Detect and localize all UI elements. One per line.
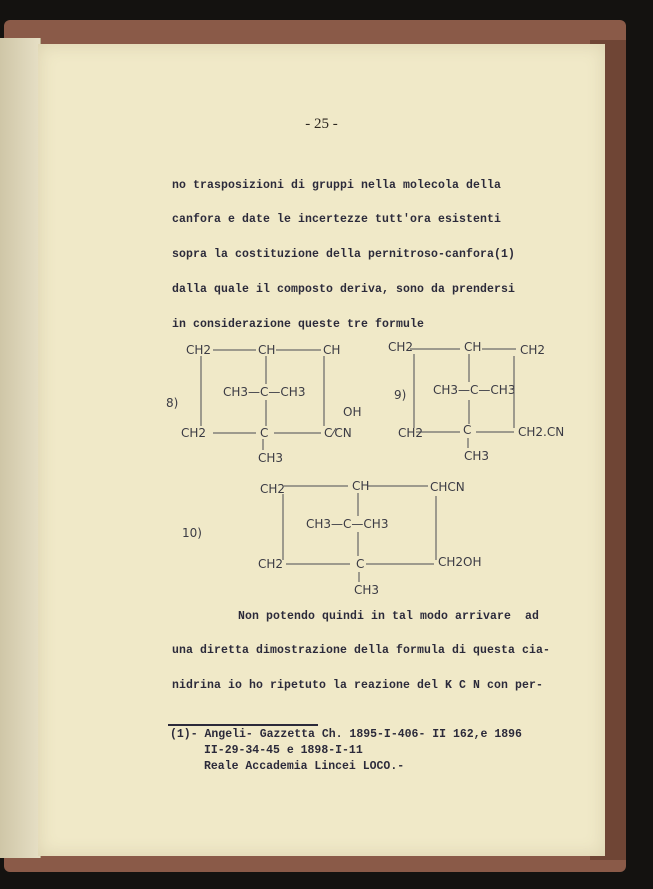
formula-label: 8) — [166, 396, 179, 410]
body-line: Non potendo quindi in tal modo arrivare ad — [238, 610, 540, 623]
group-ch2-top-right: CH2 — [520, 343, 546, 357]
left-page-edge — [0, 38, 41, 858]
group-ch2-top: CH2 — [186, 343, 212, 357]
footnote-line: (1)- Angeli- Gazzetta Ch. 1895-I-406- II 162,e 1896 — [170, 728, 522, 741]
structural-formulas — [38, 44, 605, 644]
group-c-bottom: C — [356, 557, 365, 571]
formula-label: 9) — [394, 388, 407, 402]
group-chcn: CHCN — [430, 480, 465, 494]
group-oh: OH — [343, 405, 362, 419]
group-methyl-bridge: CH3—C—CH3 — [433, 383, 516, 397]
formula-label: 10) — [182, 526, 202, 540]
body-line: sopra la costituzione della pernitroso-canfora(1) — [172, 248, 516, 261]
group-ch3-bottom: CH3 — [464, 449, 490, 463]
formula-8 — [166, 343, 361, 465]
group-c-cn: C⁄CN — [324, 426, 352, 440]
group-ch2-bottom: CH2 — [398, 426, 424, 440]
footnote-line: Reale Accademia Lincei LOCO.- — [204, 760, 405, 773]
formula-10 — [182, 479, 482, 597]
group-ch2-bottom: CH2 — [181, 426, 207, 440]
group-ch2-top: CH2 — [388, 340, 414, 354]
group-ch3-bottom: CH3 — [258, 451, 284, 465]
document-page — [38, 44, 605, 856]
page-number: - 25 - — [305, 116, 338, 132]
group-ch2-top: CH2 — [260, 482, 286, 496]
group-methyl-bridge: CH3—C—CH3 — [223, 385, 306, 399]
group-ch2cn: CH2.CN — [518, 425, 565, 439]
group-methyl-bridge: CH3—C—CH3 — [306, 517, 389, 531]
body-line: no trasposizioni di gruppi nella molecola della — [172, 179, 502, 192]
group-ch-top: CH — [464, 340, 482, 354]
group-ch-top-right: CH — [323, 343, 341, 357]
group-ch2oh: CH2OH — [438, 555, 482, 569]
footnote-rule — [168, 724, 318, 726]
group-ch-top: CH — [352, 479, 370, 493]
group-c-bottom: C — [260, 426, 269, 440]
body-line: in considerazione queste tre formule — [172, 318, 425, 331]
body-line: canfora e date le incertezze tutt'ora esistenti — [172, 213, 502, 226]
body-line: nidrina io ho ripetuto la reazione del K C N con per- — [172, 679, 544, 692]
group-ch-top: CH — [258, 343, 276, 357]
group-c-bottom: C — [463, 423, 472, 437]
body-line: dalla quale il composto deriva, sono da prendersi — [172, 283, 516, 296]
body-line: una diretta dimostrazione della formula di questa cia- — [172, 644, 551, 657]
footnote-line: II-29-34-45 e 1898-I-11 — [204, 744, 363, 757]
group-ch2-bottom: CH2 — [258, 557, 284, 571]
formula-9 — [388, 340, 564, 463]
group-ch3-bottom: CH3 — [354, 583, 380, 597]
